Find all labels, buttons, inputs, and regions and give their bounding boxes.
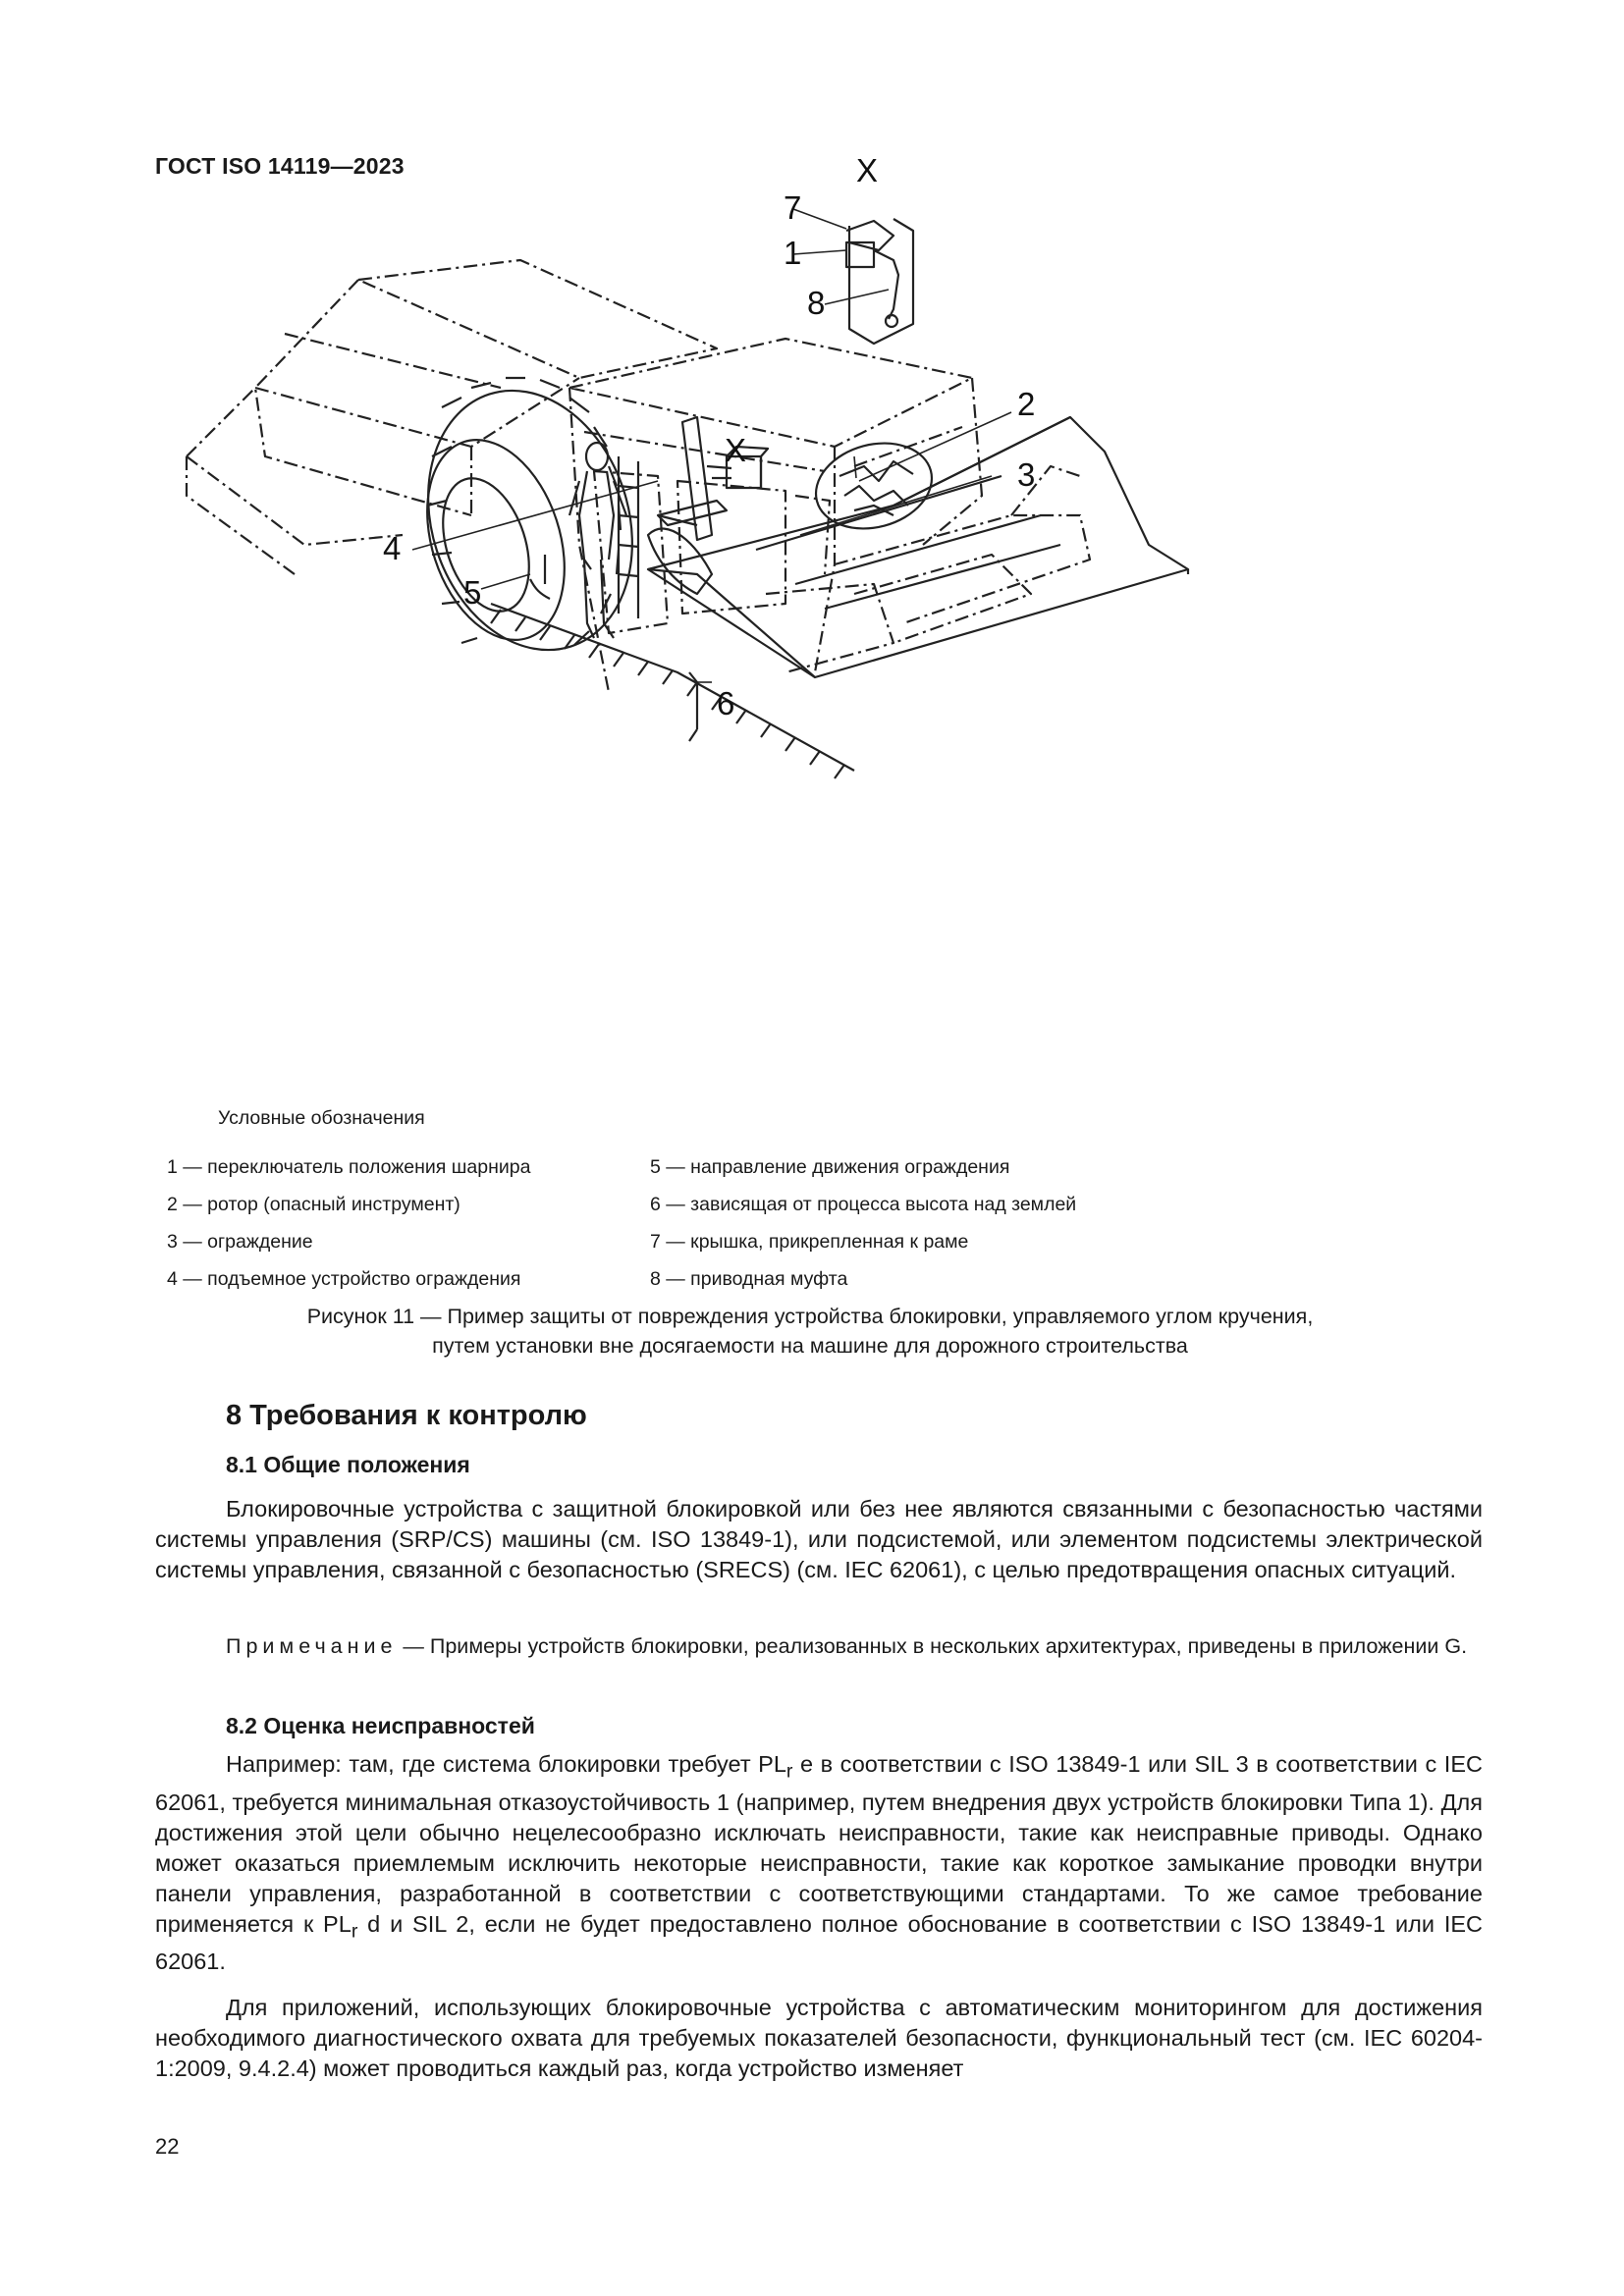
guard-lifting-device bbox=[648, 417, 768, 594]
paragraph-8-2-first bbox=[155, 1749, 1483, 1977]
rotor-detail bbox=[806, 431, 942, 541]
callout-6: 6 bbox=[717, 685, 735, 721]
page-number: 22 bbox=[155, 2134, 180, 2159]
paragraph-8-1: Блокировочные устройства с защитной блокировкой или без нее являются связанными с безопасностью частями системы управления (SRP/CS) машины (см. ISO 13849-1), или подсистемой, или элементом подсистемы электрической системы управления, связанной с безопасностью (SRECS) (см. IEC 62061), с целью предотвращения опасных ситуаций. bbox=[155, 1496, 1483, 1582]
subsection-heading-8-1: 8.1 Общие положения bbox=[226, 1452, 470, 1477]
callout-5: 5 bbox=[463, 574, 482, 611]
callout-x-detail: X bbox=[725, 432, 747, 468]
callout-4: 4 bbox=[383, 530, 402, 566]
legend-item: 1 — переключатель положения шарнира bbox=[167, 1156, 531, 1178]
machine-wheel bbox=[396, 364, 665, 677]
document-header: ГОСТ ISO 14119—2023 bbox=[155, 153, 405, 179]
figure-caption-line1: Рисунок 11 — Пример защиты от повреждения устройства блокировки, управляемого углом кручения, bbox=[306, 1305, 1314, 1328]
legend-item: 6 — зависящая от процесса высота над землей bbox=[650, 1194, 1077, 1215]
legend-item: 5 — направление движения ограждения bbox=[650, 1156, 1010, 1178]
legend-item: 4 — подъемное устройство ограждения bbox=[167, 1268, 521, 1290]
detail-x-drawing bbox=[846, 219, 913, 344]
machine-ladder bbox=[619, 456, 638, 618]
legend-item: 3 — ограждение bbox=[167, 1231, 313, 1253]
callout-1: 1 bbox=[784, 235, 802, 271]
machine-cab bbox=[569, 339, 982, 692]
subsection-heading-8-2: 8.2 Оценка неисправностей bbox=[226, 1713, 535, 1738]
note-text: — Примеры устройств блокировки, реализованных в нескольких архитектурах, приведены в приложении G. bbox=[397, 1634, 1468, 1658]
subscript: r bbox=[785, 1760, 793, 1783]
legend-item: 7 — крышка, прикрепленная к раме bbox=[650, 1231, 969, 1253]
legend-item: 8 — приводная муфта bbox=[650, 1268, 848, 1290]
legend-item: 2 — ротор (опасный инструмент) bbox=[167, 1194, 460, 1215]
paragraph-8-2-second: Для приложений, использующих блокировочные устройства с автоматическим мониторингом для достижения необходимого диагностического охвата для требуемых показателей безопасности, функциональный тест (см. IEC 60204-1:2009, 9.4.2.4) может проводиться каждый раз, когда устройство изменяет bbox=[155, 1995, 1483, 2081]
ground-line bbox=[491, 604, 854, 778]
text-run: d и SIL 2, если не будет предоставлено полное обоснование в соответствии с ISO 13849-1 или IEC 62061. bbox=[155, 1910, 1484, 1975]
callout-x-title: X bbox=[856, 152, 879, 188]
text-run: e в соответствии с ISO 13849-1 или SIL 3 в соответствии с IEC 62061, требуется минимальная отказоустойчивость 1 (например, путем внедрения двух устройств блокировки Типа 1). Для достижения этой цели обычно нецелесообразно исключать неисправности, такие как неисправные приводы. Однако может оказаться приемлемым исключить некоторые неисправности, такие как короткое замыкание проводки внутри панели управления, разработанной в соответствии с соответствующими стандартами. То же самое требование применяется к PL bbox=[155, 1751, 1483, 1937]
callout-7: 7 bbox=[784, 189, 802, 226]
figure-caption-line2: путем установки вне досягаемости на машине для дорожного строительства bbox=[432, 1334, 1188, 1358]
note-paragraph bbox=[155, 1631, 1483, 1661]
text-run: Например: там, где система блокировки требует PL bbox=[226, 1751, 786, 1777]
callout-3: 3 bbox=[1017, 456, 1036, 493]
callout-8: 8 bbox=[807, 285, 826, 321]
note-label: Примечание bbox=[226, 1634, 398, 1658]
callout-2: 2 bbox=[1017, 386, 1036, 422]
legend-title: Условные обозначения bbox=[218, 1107, 425, 1129]
section-heading: 8 Требования к контролю bbox=[226, 1400, 587, 1431]
subscript: r bbox=[351, 1920, 358, 1943]
movement-direction-arrows bbox=[530, 555, 550, 599]
